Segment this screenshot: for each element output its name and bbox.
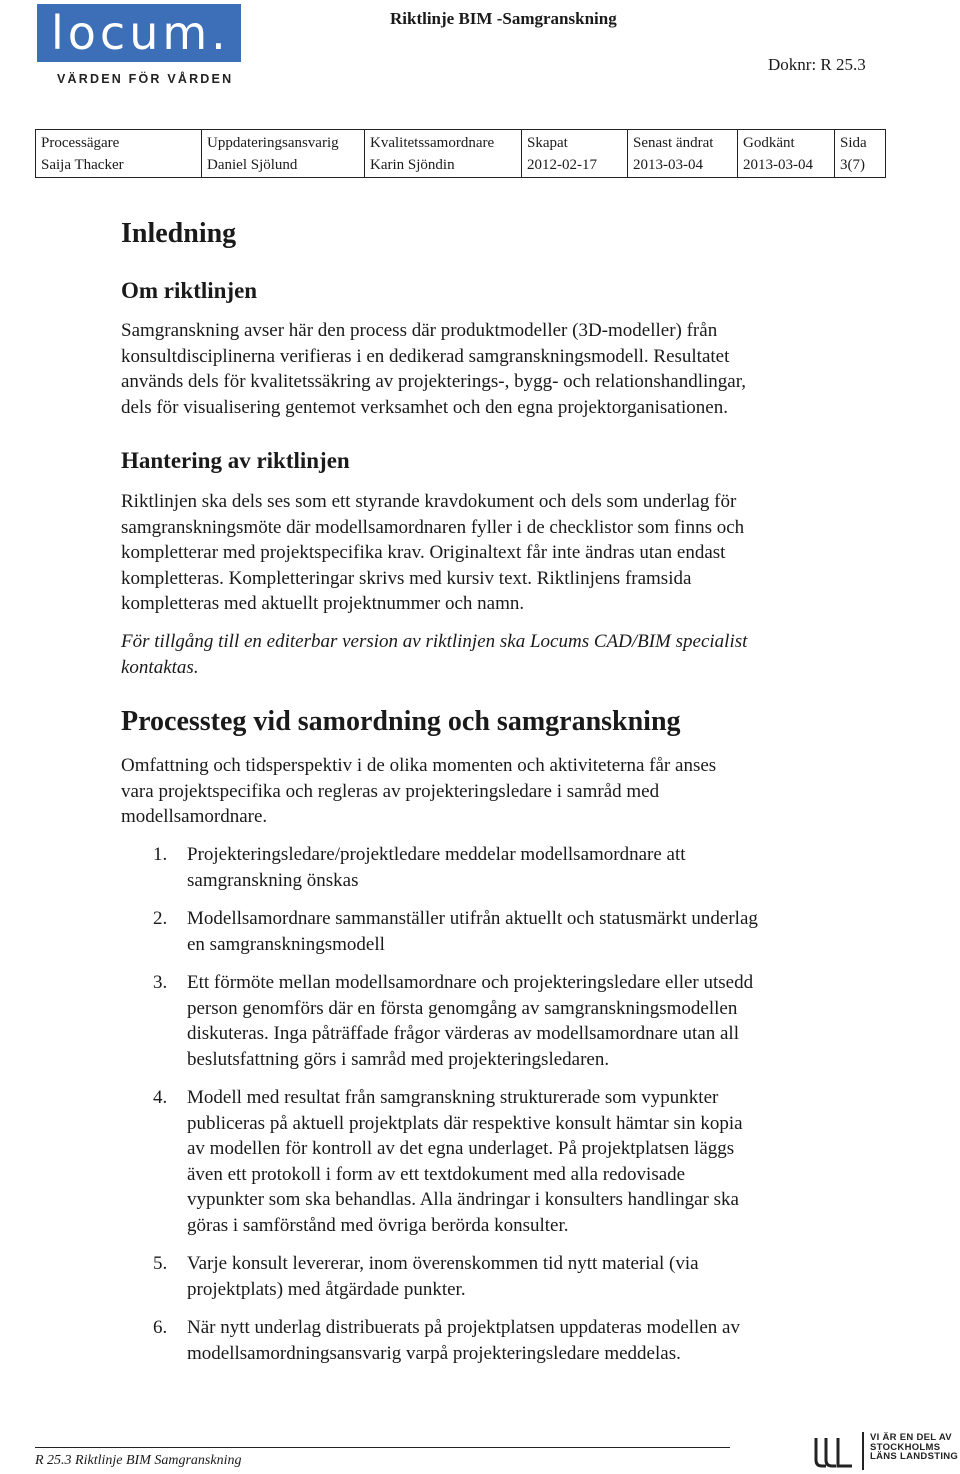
text-line: För tillgång till en editerbar version av riktlinjen ska Locums CAD/BIM specialist [121, 631, 748, 652]
meta-label: Uppdateringsansvarig [207, 135, 339, 151]
meta-cell-owner [41, 130, 124, 179]
table-divider [737, 130, 738, 177]
text-line: även ett protokoll i form av ett textdokument med alla redovisade [187, 1163, 686, 1185]
meta-label: Senast ändrat [633, 135, 714, 151]
list-item [121, 842, 861, 893]
text-line: kontaktas. [121, 656, 199, 678]
table-divider [201, 130, 202, 177]
step-number: 6. [153, 1317, 168, 1338]
meta-cell-page [840, 130, 867, 179]
meta-label: Sida [840, 135, 867, 151]
paragraph-handling [121, 489, 861, 617]
table-divider [521, 130, 522, 177]
meta-cell-approved [743, 130, 813, 179]
text-line: används dels för kvalitetssäkring av projekterings-, bygg- och relationshandlingar, [121, 371, 747, 392]
meta-label: Godkänt [743, 135, 795, 151]
sll-text-line: LÄNS LANDSTING [870, 1451, 959, 1463]
step-number: 5. [153, 1253, 168, 1274]
meta-value: Saija Thacker [41, 157, 124, 173]
meta-value: 2012-02-17 [527, 157, 597, 173]
sll-text-line: VI ÄR EN DEL AV [870, 1432, 952, 1443]
sll-text [870, 1433, 958, 1462]
document-header-title: Riktlinje BIM -Samgranskning [390, 9, 617, 28]
sll-divider [862, 1432, 864, 1470]
heading-process: Processteg vid samordning och samgranskning [121, 706, 681, 737]
text-line: projektplats) med åtgärdade punkter. [187, 1278, 466, 1300]
sll-logo [812, 1432, 960, 1472]
paragraph-process [121, 753, 861, 830]
text-line: Modellsamordnare sammanställer utifrån aktuellt och statusmärkt underlag [187, 908, 758, 929]
text-line: kompletterar med projektspecifika krav. Originaltext får inte ändras utan endast [121, 542, 726, 563]
heading-intro: Inledning [121, 218, 237, 249]
text-line: publiceras på aktuell projektplats där respektive konsult hämtar sin kopia [187, 1112, 743, 1134]
text-line: en samgranskningsmodell [187, 933, 385, 955]
text-line: vara projektspecifika och regleras av projekteringsledare i samråd med [121, 780, 660, 802]
meta-value: 3(7) [840, 157, 865, 173]
metadata-table [35, 129, 886, 178]
table-divider [834, 130, 835, 177]
process-steps-list [121, 842, 861, 1379]
text-line: Riktlinjen ska dels ses som ett styrande kravdokument och dels som underlag för [121, 491, 737, 512]
meta-label: Kvalitetssamordnare [370, 135, 495, 151]
text-line: modellsamordningsansvarig varpå projekteringsledare meddelas. [187, 1342, 681, 1364]
list-item [121, 906, 861, 957]
list-item [121, 970, 861, 1072]
paragraph-editable-note [121, 629, 861, 680]
text-line: konsultdisciplinerna verifieras i en dedikerad samgranskningsmodell. Resultatet [121, 345, 730, 367]
text-line: göras i samförstånd med övriga berörda konsulter. [187, 1214, 569, 1236]
text-line: samgranskningsmöte där modellsamordnaren fyller i de checklistor som finns och [121, 516, 745, 538]
heading-about: Om riktlinjen [121, 278, 258, 303]
text-line: kompletteras med aktuellt projektnummer och namn. [121, 593, 525, 614]
step-number: 2. [153, 908, 168, 929]
logo-tagline: VÄRDEN FÖR VÅRDEN [57, 72, 234, 86]
text-line: kompletteras. Kompletteringar skrivs med kursiv text. Riktlinjens framsida [121, 567, 692, 589]
text-line: modellsamordnare. [121, 806, 268, 827]
text-line: Projekteringsledare/projektledare meddelar modellsamordnare att [187, 844, 686, 865]
sll-emblem-icon [812, 1438, 856, 1468]
footer-document-name: R 25.3 Riktlinje BIM Samgranskning [35, 1453, 242, 1468]
step-number: 1. [153, 844, 168, 865]
paragraph-about [121, 318, 861, 420]
step-number: 3. [153, 972, 168, 993]
locum-logo [37, 4, 241, 88]
text-line: Ett förmöte mellan modellsamordnare och projekteringsledare eller utsedd [187, 972, 754, 993]
text-line: person genomförs där en första genomgång av samgranskningsmodellen [187, 997, 738, 1019]
text-line: dels för visualisering gentemot verksamhet och den egna projektorganisationen. [121, 396, 728, 418]
meta-value: 2013-03-04 [633, 157, 703, 173]
meta-cell-modified [633, 130, 713, 179]
meta-cell-update [207, 130, 339, 179]
footer-divider [35, 1447, 730, 1448]
table-divider [364, 130, 365, 177]
text-line: vypunkter som ska behandlas. Alla ändringar i konsulters handlingar ska [187, 1189, 739, 1210]
meta-label: Processägare [41, 135, 120, 151]
step-number: 4. [153, 1087, 168, 1108]
list-item [121, 1085, 861, 1238]
text-line: Omfattning och tidsperspektiv i de olika momenten och aktiviteterna får anses [121, 755, 717, 776]
meta-value: Karin Sjöndin [370, 157, 455, 173]
text-line: samgranskning önskas [187, 869, 359, 891]
text-line: beslutsfattning görs i samråd med projekteringsledaren. [187, 1048, 610, 1070]
list-item [121, 1251, 861, 1302]
list-item [121, 1315, 861, 1366]
text-line: När nytt underlag distribuerats på projektplatsen uppdateras modellen av [187, 1317, 740, 1338]
text-line: Samgranskning avser här den process där produktmodeller (3D-modeller) från [121, 320, 718, 341]
table-divider [627, 130, 628, 177]
meta-cell-quality [370, 130, 494, 179]
text-line: diskuteras. Inga påträffade frågor värderas av modellsamordnare utan all [187, 1023, 739, 1044]
meta-value: 2013-03-04 [743, 157, 813, 173]
meta-value: Daniel Sjölund [207, 157, 298, 173]
logo-wordmark: locum. [37, 4, 241, 62]
document-number: Doknr: R 25.3 [768, 55, 866, 74]
text-line: av modellen för kontroll av det egna underlaget. På projektplatsen läggs [187, 1138, 735, 1159]
heading-handling: Hantering av riktlinjen [121, 448, 350, 473]
meta-cell-created [527, 130, 597, 179]
meta-label: Skapat [527, 135, 568, 151]
text-line: Varje konsult levererar, inom överenskommen tid nytt material (via [187, 1253, 699, 1274]
text-line: Modell med resultat från samgranskning strukturerade som vypunkter [187, 1087, 719, 1108]
sll-text-line: STOCKHOLMS [870, 1441, 941, 1453]
